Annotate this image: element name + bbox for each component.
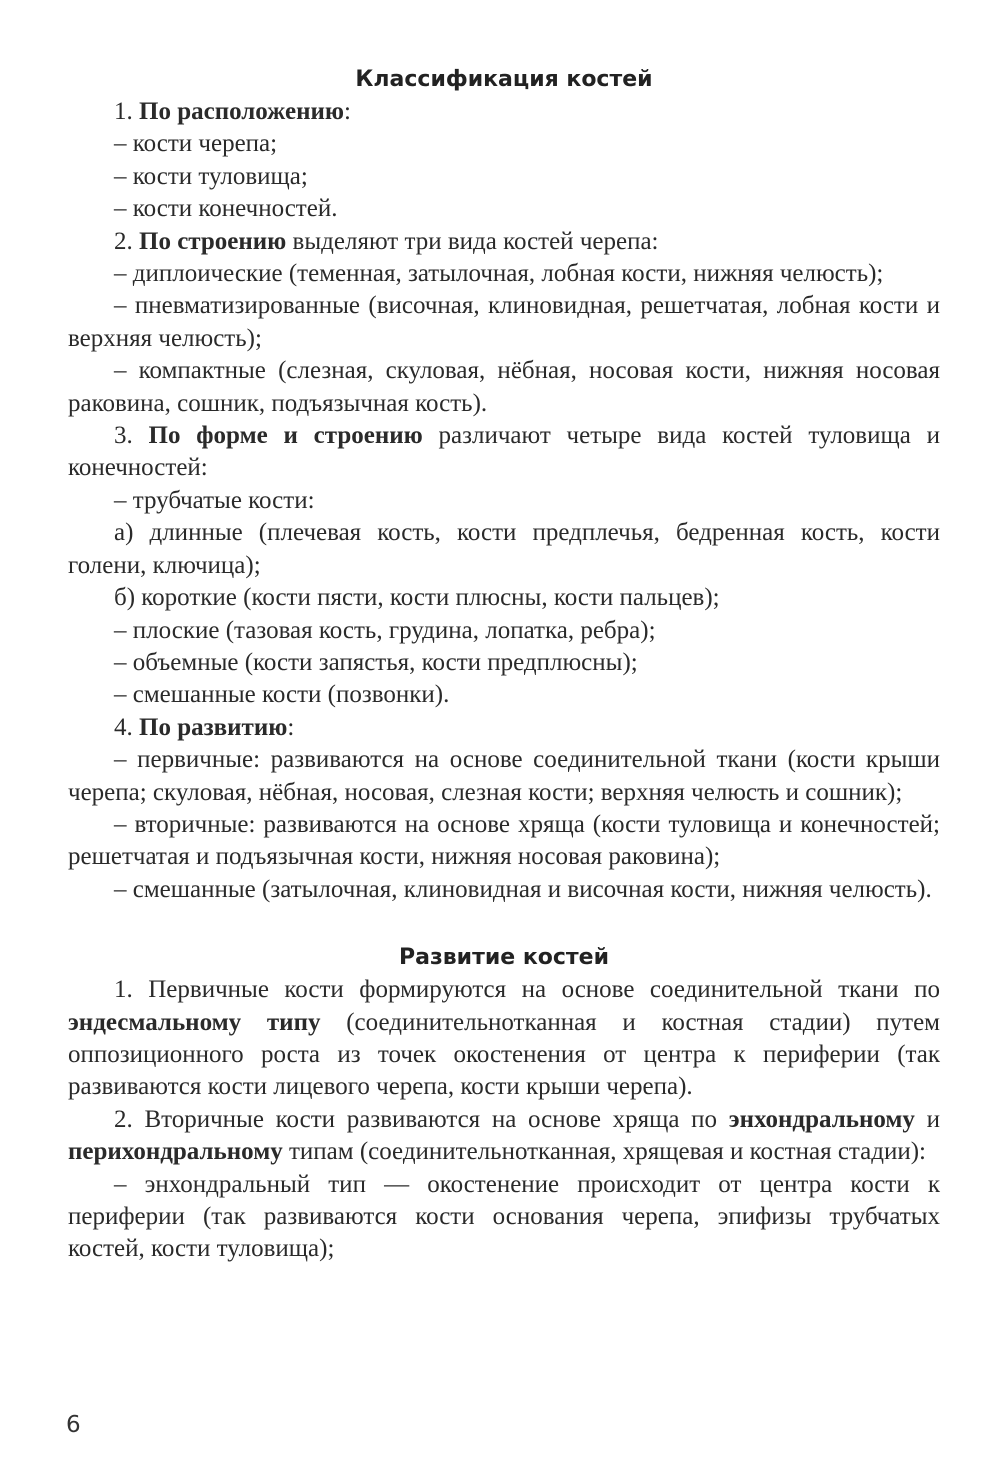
list-item: – пневматизированные (височная, клиновидная, решетчатая, лобная кости и верхняя челюсть);	[68, 292, 940, 352]
list-item: – трубчатые кости:	[114, 486, 315, 514]
paragraph	[68, 420, 940, 485]
paragraph-text: 1. Первичные кости формируются на основе соединительной ткани по	[114, 976, 940, 1004]
bold-term: По форме и строению	[148, 422, 423, 450]
paragraph-text: 2.	[114, 227, 139, 255]
paragraph	[68, 974, 940, 1104]
list-item: – компактные (слезная, скуловая, нёбная, носовая кости, нижняя носовая раковина, сошник, подъязычная кость).	[68, 357, 940, 417]
bold-term: перихондральному	[68, 1138, 283, 1166]
paragraph	[68, 712, 940, 744]
section-title-development: Развитие костей	[398, 945, 609, 971]
list-item: – объемные (кости запястья, кости предплюсны);	[114, 648, 638, 676]
list-item: – плоские (тазовая кость, грудина, лопатка, ребра);	[114, 616, 656, 644]
paragraph-text: 4.	[114, 713, 139, 741]
paragraph	[68, 226, 940, 258]
page-number: 6	[66, 1412, 81, 1438]
paragraph-text: :	[343, 98, 351, 125]
paragraph-text: типам (соединительнотканная, хрящевая и костная стадии):	[282, 1138, 926, 1166]
paragraph-text: 1.	[114, 98, 139, 125]
paragraph-text: различают четыре вида костей туловища и конечностей:	[68, 422, 940, 482]
bold-term: По развитию	[139, 713, 288, 741]
list-item: – вторичные: развиваются на основе хряща (кости туловища и конечностей; решетчатая и подъязычная кости, нижняя носовая раковина);	[68, 810, 940, 871]
section-title-classification: Классификация костей	[355, 67, 653, 92]
paragraph-text: (соединительнотканная и костная стадии) путем оппозиционного роста из точек окостенения от центра к периферии (так развиваются кости лицевого черепа, кости крыши черепа).	[68, 1008, 940, 1101]
paragraph-text: :	[287, 713, 295, 741]
list-item: – кости туловища;	[114, 162, 308, 190]
list-item: – смешанные кости (позвонки).	[114, 681, 450, 709]
list-item: – первичные: развиваются на основе соединительной ткани (кости крыши черепа; скуловая, нёбная, носовая, слезная кости; верхняя челюсть и сошник);	[68, 746, 940, 806]
paragraph	[68, 96, 940, 128]
page-content	[68, 64, 940, 1266]
list-item: б) короткие (кости пясти, кости плюсны, кости пальцев);	[114, 584, 720, 612]
paragraph-text: 3.	[114, 422, 149, 450]
list-item: – диплоические (теменная, затылочная, лобная кости, нижняя челюсть);	[114, 260, 884, 288]
paragraph-text: и	[914, 1105, 940, 1133]
bold-term: По строению	[139, 227, 287, 255]
list-item: – кости конечностей.	[114, 195, 338, 223]
list-item: – смешанные (затылочная, клиновидная и височная кости, нижняя челюсть).	[114, 875, 932, 903]
list-item: – кости черепа;	[114, 130, 278, 158]
bold-term: энхондральному	[728, 1105, 915, 1133]
bold-term: По расположению	[139, 98, 344, 125]
bold-term: эндесмальному типу	[68, 1008, 321, 1036]
paragraph-text: 2. Вторичные кости развиваются на основе хряща по	[114, 1105, 729, 1133]
paragraph-text: выделяют три вида костей черепа:	[286, 227, 659, 255]
list-item: – энхондральный тип — окостенение происходит от центра кости к периферии (так развиваются кости основания черепа, эпифизы трубчатых костей, кости туловища);	[68, 1170, 940, 1263]
paragraph	[68, 1104, 940, 1169]
list-item: а) длинные (плечевая кость, кости предплечья, бедренная кость, кости голени, ключица);	[68, 519, 940, 579]
